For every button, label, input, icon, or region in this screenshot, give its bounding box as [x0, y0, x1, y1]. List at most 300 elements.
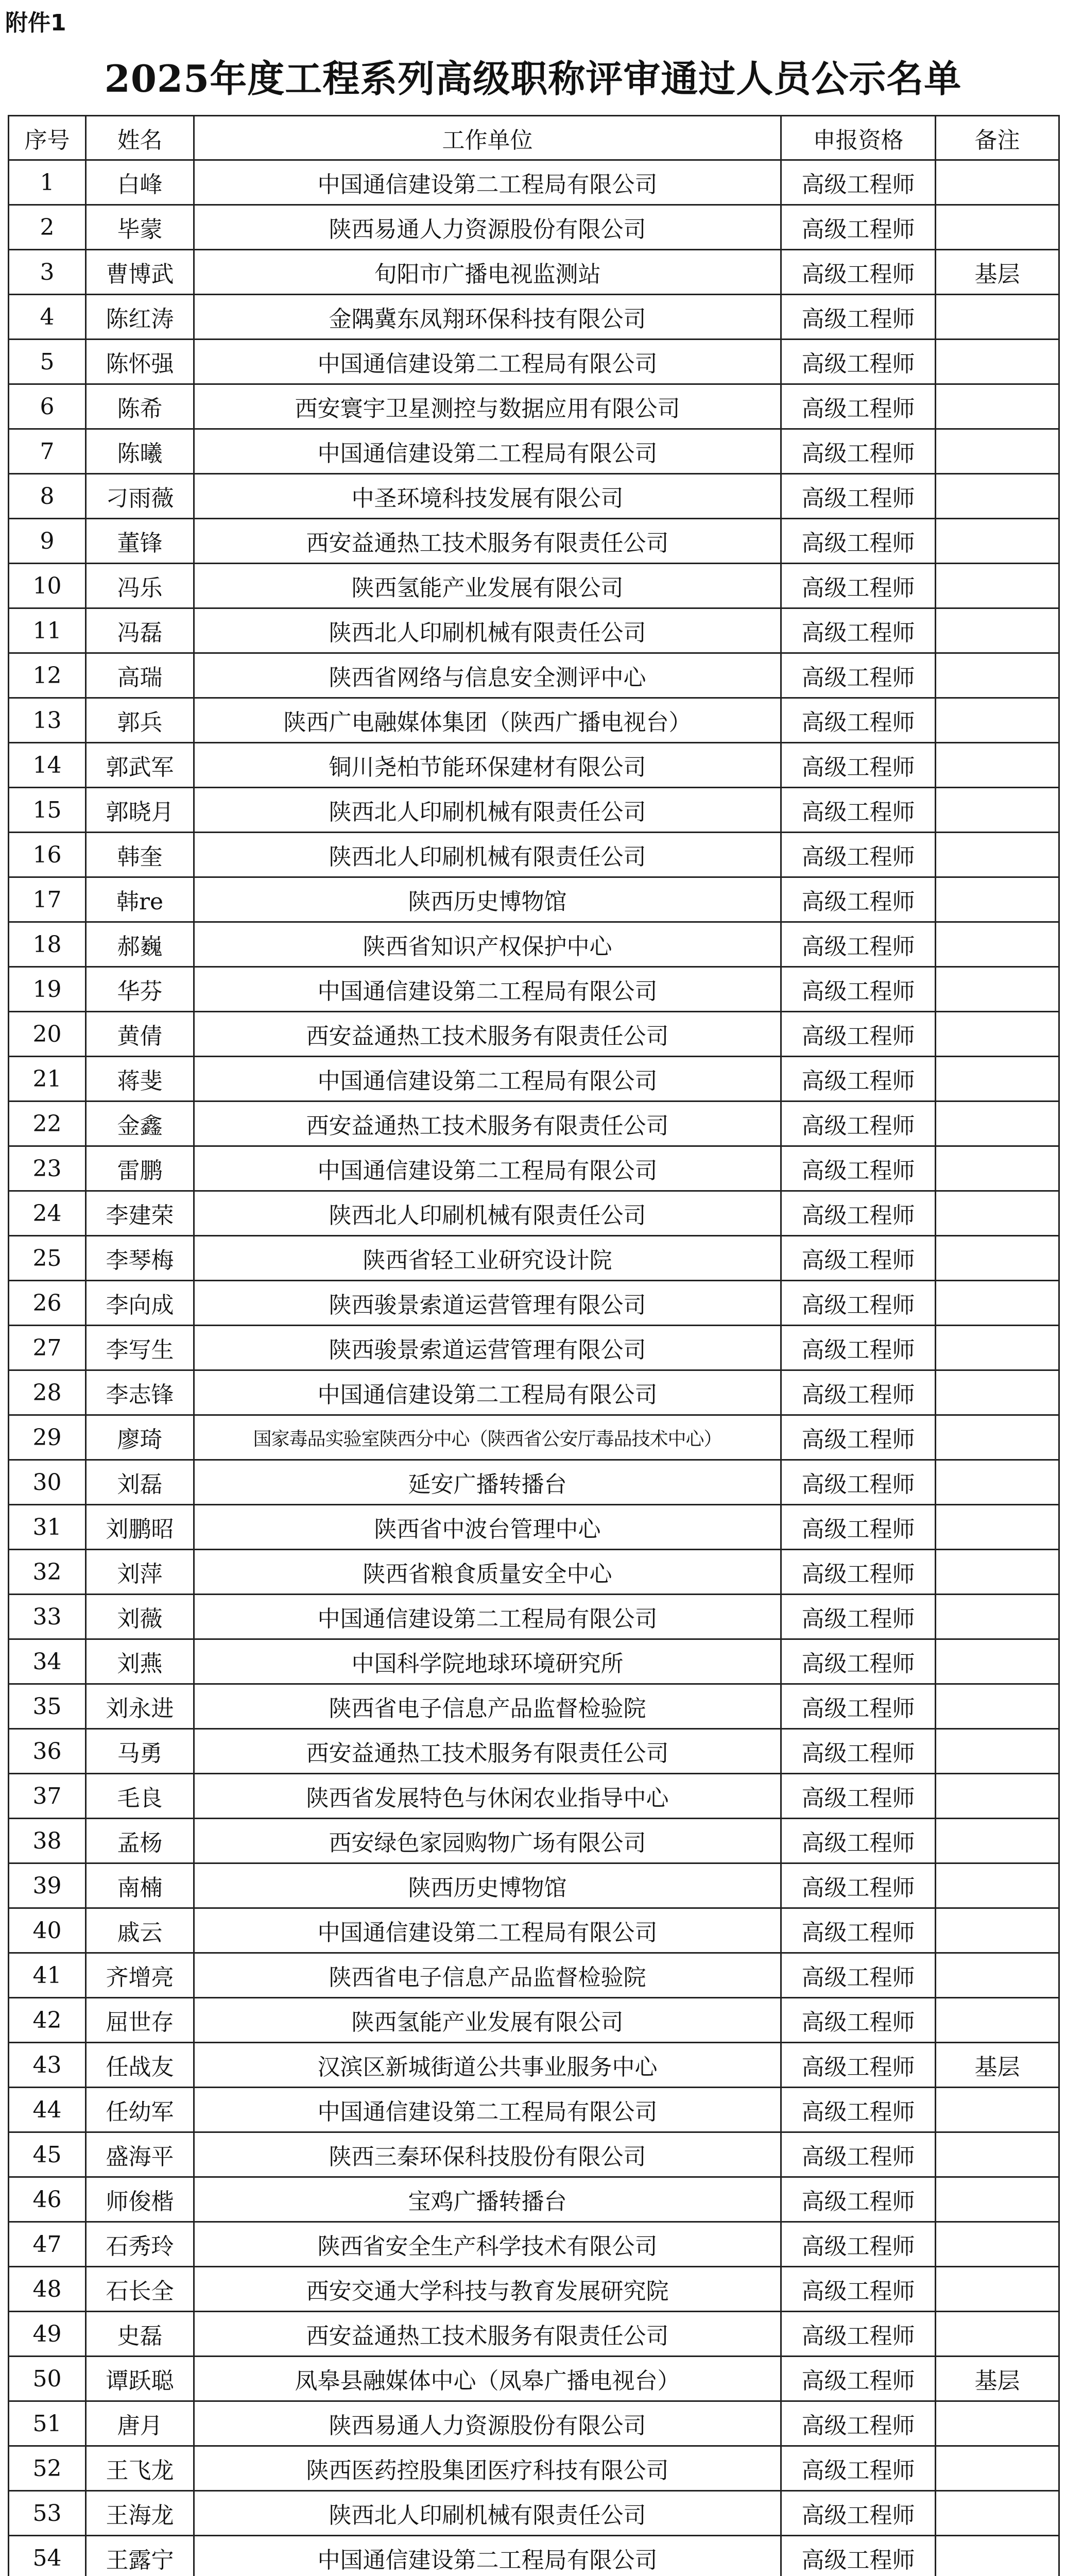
qualification-cell: 高级工程师 — [781, 2267, 936, 2312]
name-cell: 郭兵 — [86, 698, 194, 743]
table-row — [9, 1550, 1059, 1595]
row-number-cell: 26 — [9, 1281, 86, 1326]
unit-cell: 金隅冀东凤翔环保科技有限公司 — [194, 295, 781, 340]
table-row — [9, 2177, 1059, 2222]
table-row — [9, 2446, 1059, 2491]
name-cell: 南楠 — [86, 1863, 194, 1908]
unit-cell: 汉滨区新城街道公共事业服务中心 — [194, 2043, 781, 2088]
table-row — [9, 1998, 1059, 2043]
unit-cell: 陕西北人印刷机械有限责任公司 — [194, 788, 781, 833]
row-number-cell: 51 — [9, 2401, 86, 2446]
note-cell — [936, 1236, 1059, 1281]
unit-cell: 陕西医药控股集团医疗科技有限公司 — [194, 2446, 781, 2491]
unit-cell: 西安益通热工技术服务有限责任公司 — [194, 1101, 781, 1146]
qualification-cell: 高级工程师 — [781, 1281, 936, 1326]
row-number-cell: 41 — [9, 1953, 86, 1998]
table-row — [9, 1863, 1059, 1908]
row-number-cell: 7 — [9, 429, 86, 474]
note-cell — [936, 1326, 1059, 1370]
name-cell: 蒋斐 — [86, 1057, 194, 1101]
note-cell — [936, 922, 1059, 967]
row-number-cell: 42 — [9, 1998, 86, 2043]
table-row — [9, 1774, 1059, 1819]
unit-cell: 陕西省中波台管理中心 — [194, 1505, 781, 1550]
qualification-cell: 高级工程师 — [781, 1505, 936, 1550]
row-number-cell: 38 — [9, 1819, 86, 1863]
unit-cell: 西安寰宇卫星测控与数据应用有限公司 — [194, 384, 781, 429]
unit-cell: 陕西省粮食质量安全中心 — [194, 1550, 781, 1595]
table-row — [9, 833, 1059, 877]
name-cell: 孟杨 — [86, 1819, 194, 1863]
qualification-cell: 高级工程师 — [781, 2088, 936, 2132]
roster-body — [9, 160, 1059, 2576]
table-row — [9, 608, 1059, 653]
row-number-cell: 39 — [9, 1863, 86, 1908]
table-row — [9, 2536, 1059, 2576]
name-cell: 师俊楷 — [86, 2177, 194, 2222]
column-header-qualification: 申报资格 — [781, 116, 936, 160]
name-cell: 白峰 — [86, 160, 194, 205]
qualification-cell: 高级工程师 — [781, 922, 936, 967]
table-row — [9, 1460, 1059, 1505]
note-cell — [936, 519, 1059, 564]
unit-cell: 中国通信建设第二工程局有限公司 — [194, 1146, 781, 1191]
qualification-cell: 高级工程师 — [781, 1998, 936, 2043]
note-cell — [936, 2491, 1059, 2536]
table-row — [9, 2267, 1059, 2312]
document-title: 2025年度工程系列高级职称评审通过人员公示名单 — [104, 57, 962, 100]
row-number-cell: 17 — [9, 877, 86, 922]
table-row — [9, 2088, 1059, 2132]
row-number-cell: 46 — [9, 2177, 86, 2222]
name-cell: 高瑞 — [86, 653, 194, 698]
name-cell: 郭武军 — [86, 743, 194, 788]
note-cell — [936, 1415, 1059, 1460]
name-cell: 廖琦 — [86, 1415, 194, 1460]
note-cell — [936, 2088, 1059, 2132]
name-cell: 石秀玲 — [86, 2222, 194, 2267]
name-cell: 陈红涛 — [86, 295, 194, 340]
row-number-cell: 30 — [9, 1460, 86, 1505]
row-number-cell: 37 — [9, 1774, 86, 1819]
unit-cell: 中国通信建设第二工程局有限公司 — [194, 1370, 781, 1415]
note-cell — [936, 2446, 1059, 2491]
note-cell — [936, 2401, 1059, 2446]
table-row — [9, 743, 1059, 788]
table-row — [9, 1236, 1059, 1281]
note-cell — [936, 1684, 1059, 1729]
note-cell — [936, 788, 1059, 833]
unit-cell: 宝鸡广播转播台 — [194, 2177, 781, 2222]
note-cell — [936, 429, 1059, 474]
table-row — [9, 922, 1059, 967]
qualification-cell: 高级工程师 — [781, 1057, 936, 1101]
unit-cell: 中国通信建设第二工程局有限公司 — [194, 1057, 781, 1101]
qualification-cell: 高级工程师 — [781, 2401, 936, 2446]
qualification-cell: 高级工程师 — [781, 2043, 936, 2088]
table-row — [9, 1146, 1059, 1191]
row-number-cell: 53 — [9, 2491, 86, 2536]
note-cell — [936, 1146, 1059, 1191]
note-cell — [936, 1639, 1059, 1684]
table-row — [9, 2491, 1059, 2536]
qualification-cell: 高级工程师 — [781, 2222, 936, 2267]
row-number-cell: 35 — [9, 1684, 86, 1729]
table-row — [9, 384, 1059, 429]
qualification-cell: 高级工程师 — [781, 1550, 936, 1595]
column-header-no: 序号 — [9, 116, 86, 160]
row-number-cell: 15 — [9, 788, 86, 833]
table-row — [9, 1057, 1059, 1101]
name-cell: 刘燕 — [86, 1639, 194, 1684]
row-number-cell: 24 — [9, 1191, 86, 1236]
row-number-cell: 20 — [9, 1012, 86, 1057]
column-header-unit: 工作单位 — [194, 116, 781, 160]
name-cell: 屈世存 — [86, 1998, 194, 2043]
unit-cell: 陕西省轻工业研究设计院 — [194, 1236, 781, 1281]
table-row — [9, 564, 1059, 608]
unit-cell: 陕西骏景索道运营管理有限公司 — [194, 1281, 781, 1326]
table-row — [9, 340, 1059, 384]
row-number-cell: 43 — [9, 2043, 86, 2088]
note-cell — [936, 698, 1059, 743]
qualification-cell: 高级工程师 — [781, 833, 936, 877]
row-number-cell: 32 — [9, 1550, 86, 1595]
qualification-cell: 高级工程师 — [781, 698, 936, 743]
row-number-cell: 4 — [9, 295, 86, 340]
unit-cell: 陕西省电子信息产品监督检验院 — [194, 1684, 781, 1729]
row-number-cell: 13 — [9, 698, 86, 743]
name-cell: 韩奎 — [86, 833, 194, 877]
qualification-cell: 高级工程师 — [781, 1684, 936, 1729]
column-header-name: 姓名 — [86, 116, 194, 160]
name-cell: 郭晓月 — [86, 788, 194, 833]
table-row — [9, 429, 1059, 474]
qualification-cell: 高级工程师 — [781, 608, 936, 653]
qualification-cell: 高级工程师 — [781, 1819, 936, 1863]
attachment-label: 附件1 — [5, 10, 66, 36]
qualification-cell: 高级工程师 — [781, 295, 936, 340]
note-cell — [936, 384, 1059, 429]
row-number-cell: 49 — [9, 2312, 86, 2357]
table-row — [9, 250, 1059, 295]
row-number-cell: 33 — [9, 1595, 86, 1639]
qualification-cell: 高级工程师 — [781, 474, 936, 519]
row-number-cell: 1 — [9, 160, 86, 205]
name-cell: 任战友 — [86, 2043, 194, 2088]
row-number-cell: 16 — [9, 833, 86, 877]
unit-cell: 陕西氢能产业发展有限公司 — [194, 564, 781, 608]
name-cell: 齐增亮 — [86, 1953, 194, 1998]
note-cell — [936, 564, 1059, 608]
note-cell — [936, 295, 1059, 340]
name-cell: 金鑫 — [86, 1101, 194, 1146]
qualification-cell: 高级工程师 — [781, 160, 936, 205]
note-cell — [936, 474, 1059, 519]
qualification-cell: 高级工程师 — [781, 653, 936, 698]
name-cell: 李建荣 — [86, 1191, 194, 1236]
unit-cell: 中国通信建设第二工程局有限公司 — [194, 2536, 781, 2576]
unit-cell: 中国通信建设第二工程局有限公司 — [194, 160, 781, 205]
note-cell: 基层 — [936, 2043, 1059, 2088]
qualification-cell: 高级工程师 — [781, 1415, 936, 1460]
qualification-cell: 高级工程师 — [781, 2132, 936, 2177]
note-cell — [936, 1101, 1059, 1146]
name-cell: 刘薇 — [86, 1595, 194, 1639]
note-cell — [936, 1863, 1059, 1908]
name-cell: 黄倩 — [86, 1012, 194, 1057]
unit-cell: 陕西历史博物馆 — [194, 1863, 781, 1908]
row-number-cell: 23 — [9, 1146, 86, 1191]
note-cell — [936, 2222, 1059, 2267]
note-cell — [936, 2177, 1059, 2222]
qualification-cell: 高级工程师 — [781, 1863, 936, 1908]
row-number-cell: 44 — [9, 2088, 86, 2132]
qualification-cell: 高级工程师 — [781, 2312, 936, 2357]
unit-cell: 延安广播转播台 — [194, 1460, 781, 1505]
table-row — [9, 1729, 1059, 1774]
row-number-cell: 12 — [9, 653, 86, 698]
name-cell: 华芬 — [86, 967, 194, 1012]
unit-cell: 中国通信建设第二工程局有限公司 — [194, 1595, 781, 1639]
note-cell — [936, 2312, 1059, 2357]
unit-cell: 西安益通热工技术服务有限责任公司 — [194, 2312, 781, 2357]
name-cell: 毛良 — [86, 1774, 194, 1819]
table-row — [9, 788, 1059, 833]
table-row — [9, 2043, 1059, 2088]
qualification-cell: 高级工程师 — [781, 1908, 936, 1953]
unit-cell: 陕西广电融媒体集团（陕西广播电视台） — [194, 698, 781, 743]
unit-cell: 中国通信建设第二工程局有限公司 — [194, 340, 781, 384]
unit-cell: 陕西易通人力资源股份有限公司 — [194, 2401, 781, 2446]
name-cell: 郝巍 — [86, 922, 194, 967]
table-row — [9, 877, 1059, 922]
table-row — [9, 1191, 1059, 1236]
table-row — [9, 2357, 1059, 2401]
note-cell — [936, 1505, 1059, 1550]
name-cell: 戚云 — [86, 1908, 194, 1953]
note-cell — [936, 608, 1059, 653]
name-cell: 冯磊 — [86, 608, 194, 653]
qualification-cell: 高级工程师 — [781, 967, 936, 1012]
qualification-cell: 高级工程师 — [781, 1236, 936, 1281]
table-row — [9, 1370, 1059, 1415]
name-cell: 刘永进 — [86, 1684, 194, 1729]
name-cell: 曹博武 — [86, 250, 194, 295]
table-row — [9, 474, 1059, 519]
row-number-cell: 34 — [9, 1639, 86, 1684]
qualification-cell: 高级工程师 — [781, 788, 936, 833]
qualification-cell: 高级工程师 — [781, 2491, 936, 2536]
note-cell — [936, 2132, 1059, 2177]
table-row — [9, 205, 1059, 250]
name-cell: 陈曦 — [86, 429, 194, 474]
row-number-cell: 36 — [9, 1729, 86, 1774]
qualification-cell: 高级工程师 — [781, 2177, 936, 2222]
unit-cell: 铜川尧柏节能环保建材有限公司 — [194, 743, 781, 788]
qualification-cell: 高级工程师 — [781, 429, 936, 474]
name-cell: 刁雨薇 — [86, 474, 194, 519]
note-cell — [936, 653, 1059, 698]
table-header-row — [9, 116, 1059, 160]
name-cell: 毕蒙 — [86, 205, 194, 250]
qualification-cell: 高级工程师 — [781, 564, 936, 608]
name-cell: 陈希 — [86, 384, 194, 429]
name-cell: 王海龙 — [86, 2491, 194, 2536]
row-number-cell: 27 — [9, 1326, 86, 1370]
row-number-cell: 25 — [9, 1236, 86, 1281]
name-cell: 雷鹏 — [86, 1146, 194, 1191]
unit-cell: 旬阳市广播电视监测站 — [194, 250, 781, 295]
row-number-cell: 2 — [9, 205, 86, 250]
unit-cell: 陕西省电子信息产品监督检验院 — [194, 1953, 781, 1998]
qualification-cell: 高级工程师 — [781, 2536, 936, 2576]
row-number-cell: 6 — [9, 384, 86, 429]
row-number-cell: 48 — [9, 2267, 86, 2312]
name-cell: 唐月 — [86, 2401, 194, 2446]
row-number-cell: 11 — [9, 608, 86, 653]
table-row — [9, 1505, 1059, 1550]
name-cell: 陈怀强 — [86, 340, 194, 384]
unit-cell: 西安益通热工技术服务有限责任公司 — [194, 1012, 781, 1057]
name-cell: 石长全 — [86, 2267, 194, 2312]
unit-cell: 陕西北人印刷机械有限责任公司 — [194, 833, 781, 877]
note-cell — [936, 1998, 1059, 2043]
note-cell — [936, 160, 1059, 205]
note-cell — [936, 1012, 1059, 1057]
table-row — [9, 1281, 1059, 1326]
row-number-cell: 47 — [9, 2222, 86, 2267]
qualification-cell: 高级工程师 — [781, 1370, 936, 1415]
note-cell — [936, 1281, 1059, 1326]
qualification-cell: 高级工程师 — [781, 1460, 936, 1505]
note-cell — [936, 205, 1059, 250]
row-number-cell: 10 — [9, 564, 86, 608]
name-cell: 马勇 — [86, 1729, 194, 1774]
unit-cell: 中国通信建设第二工程局有限公司 — [194, 967, 781, 1012]
row-number-cell: 5 — [9, 340, 86, 384]
name-cell: 史磊 — [86, 2312, 194, 2357]
row-number-cell: 3 — [9, 250, 86, 295]
table-row — [9, 1012, 1059, 1057]
row-number-cell: 21 — [9, 1057, 86, 1101]
row-number-cell: 8 — [9, 474, 86, 519]
unit-cell: 陕西北人印刷机械有限责任公司 — [194, 2491, 781, 2536]
note-cell — [936, 1774, 1059, 1819]
table-row — [9, 160, 1059, 205]
unit-cell: 西安交通大学科技与教育发展研究院 — [194, 2267, 781, 2312]
table-row — [9, 1819, 1059, 1863]
name-cell: 刘萍 — [86, 1550, 194, 1595]
note-cell — [936, 967, 1059, 1012]
table-row — [9, 1595, 1059, 1639]
row-number-cell: 50 — [9, 2357, 86, 2401]
qualification-cell: 高级工程师 — [781, 743, 936, 788]
name-cell: 任幼军 — [86, 2088, 194, 2132]
table-row — [9, 1326, 1059, 1370]
note-cell — [936, 2267, 1059, 2312]
row-number-cell: 9 — [9, 519, 86, 564]
unit-cell: 凤皋县融媒体中心（凤皋广播电视台） — [194, 2357, 781, 2401]
note-cell — [936, 833, 1059, 877]
row-number-cell: 19 — [9, 967, 86, 1012]
table-row — [9, 1101, 1059, 1146]
note-cell — [936, 877, 1059, 922]
note-cell — [936, 1729, 1059, 1774]
name-cell: 李琴梅 — [86, 1236, 194, 1281]
row-number-cell: 54 — [9, 2536, 86, 2576]
note-cell — [936, 1908, 1059, 1953]
qualification-cell: 高级工程师 — [781, 2446, 936, 2491]
unit-cell: 西安益通热工技术服务有限责任公司 — [194, 519, 781, 564]
note-cell: 基层 — [936, 250, 1059, 295]
note-cell — [936, 2536, 1059, 2576]
qualification-cell: 高级工程师 — [781, 205, 936, 250]
qualification-cell: 高级工程师 — [781, 340, 936, 384]
column-header-note: 备注 — [936, 116, 1059, 160]
unit-cell: 中国通信建设第二工程局有限公司 — [194, 1908, 781, 1953]
name-cell: 谭跃聪 — [86, 2357, 194, 2401]
unit-cell: 陕西易通人力资源股份有限公司 — [194, 205, 781, 250]
unit-cell: 西安绿色家园购物广场有限公司 — [194, 1819, 781, 1863]
note-cell — [936, 1370, 1059, 1415]
qualification-cell: 高级工程师 — [781, 1191, 936, 1236]
table-row — [9, 1684, 1059, 1729]
note-cell — [936, 1057, 1059, 1101]
table-row — [9, 967, 1059, 1012]
table-row — [9, 295, 1059, 340]
row-number-cell: 29 — [9, 1415, 86, 1460]
name-cell: 盛海平 — [86, 2132, 194, 2177]
name-cell: 李志锋 — [86, 1370, 194, 1415]
note-cell — [936, 1953, 1059, 1998]
unit-cell: 中圣环境科技发展有限公司 — [194, 474, 781, 519]
table-row — [9, 519, 1059, 564]
qualification-cell: 高级工程师 — [781, 1012, 936, 1057]
qualification-cell: 高级工程师 — [781, 1639, 936, 1684]
unit-cell: 陕西省网络与信息安全测评中心 — [194, 653, 781, 698]
roster-table — [8, 115, 1060, 2576]
qualification-cell: 高级工程师 — [781, 1101, 936, 1146]
table-row — [9, 2222, 1059, 2267]
qualification-cell: 高级工程师 — [781, 1326, 936, 1370]
name-cell: 韩re — [86, 877, 194, 922]
unit-cell: 陕西省发展特色与休闲农业指导中心 — [194, 1774, 781, 1819]
unit-cell: 陕西三秦环保科技股份有限公司 — [194, 2132, 781, 2177]
note-cell — [936, 1550, 1059, 1595]
unit-cell: 国家毒品实验室陕西分中心（陕西省公安厅毒品技术中心） — [194, 1415, 781, 1460]
qualification-cell: 高级工程师 — [781, 384, 936, 429]
row-number-cell: 45 — [9, 2132, 86, 2177]
unit-cell: 中国通信建设第二工程局有限公司 — [194, 429, 781, 474]
table-row — [9, 698, 1059, 743]
row-number-cell: 22 — [9, 1101, 86, 1146]
table-row — [9, 1953, 1059, 1998]
table-row — [9, 653, 1059, 698]
unit-cell: 陕西氢能产业发展有限公司 — [194, 1998, 781, 2043]
note-cell — [936, 1191, 1059, 1236]
table-row — [9, 1415, 1059, 1460]
row-number-cell: 28 — [9, 1370, 86, 1415]
name-cell: 董锋 — [86, 519, 194, 564]
name-cell: 刘磊 — [86, 1460, 194, 1505]
qualification-cell: 高级工程师 — [781, 877, 936, 922]
unit-cell: 中国科学院地球环境研究所 — [194, 1639, 781, 1684]
qualification-cell: 高级工程师 — [781, 1595, 936, 1639]
note-cell — [936, 1595, 1059, 1639]
unit-cell: 陕西骏景索道运营管理有限公司 — [194, 1326, 781, 1370]
unit-cell: 中国通信建设第二工程局有限公司 — [194, 2088, 781, 2132]
